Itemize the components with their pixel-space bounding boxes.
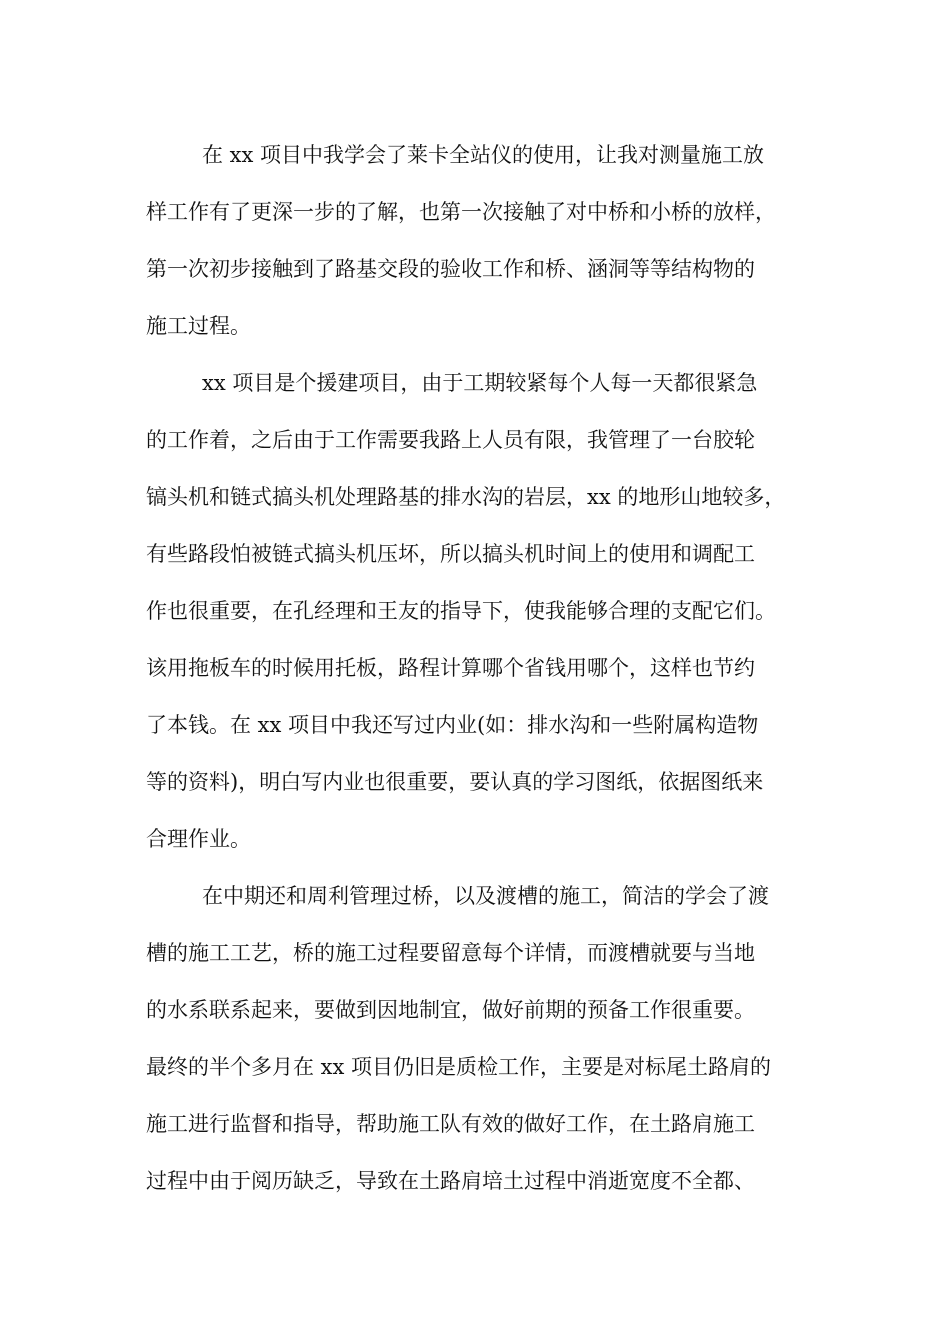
text-line: 在 xx 项目中我学会了莱卡全站仪的使用，让我对测量施工放 [202, 143, 765, 167]
text-line: 在中期还和周利管理过桥，以及渡槽的施工，简洁的学会了渡 [202, 884, 769, 908]
text-line: 合理作业。 [146, 827, 251, 851]
body-text [146, 127, 826, 1210]
text-line: 有些路段怕被链式搞头机压坏，所以搞头机时间上的使用和调配工 [146, 542, 755, 566]
text-line: 最终的半个多月在 xx 项目仍旧是质检工作，主要是对标尾土路肩的 [146, 1055, 772, 1079]
text-line: 的水系联系起来，要做到因地制宜，做好前期的预备工作很重要。 [146, 998, 755, 1022]
text-line: 槽的施工工艺，桥的施工过程要留意每个详情，而渡槽就要与当地 [146, 941, 755, 965]
text-line: 第一次初步接触到了路基交段的验收工作和桥、涵洞等等结构物的 [146, 257, 755, 281]
text-line: 施工进行监督和指导，帮助施工队有效的做好工作，在土路肩施工 [146, 1112, 755, 1136]
text-line: 样工作有了更深一步的了解，也第一次接触了对中桥和小桥的放样， [146, 200, 776, 224]
text-line: 等的资料)，明白写内业也很重要，要认真的学习图纸，依据图纸来 [146, 770, 764, 794]
text-line: 施工过程。 [146, 314, 251, 338]
text-line: 作也很重要，在孔经理和王友的指导下，使我能够合理的支配它们。 [146, 599, 776, 623]
text-line: 的工作着，之后由于工作需要我路上人员有限，我管理了一台胶轮 [146, 428, 755, 452]
text-line: 了本钱。在 xx 项目中我还写过内业(如：排水沟和一些附属构造物 [146, 713, 759, 737]
text-line: 该用拖板车的时候用托板，路程计算哪个省钱用哪个，这样也节约 [146, 656, 755, 680]
text-line: 镐头机和链式搞头机处理路基的排水沟的岩层，xx 的地形山地较多， [146, 485, 786, 509]
text-line: xx 项目是个援建项目，由于工期较紧每个人每一天都很紧急 [202, 371, 758, 395]
text-line: 过程中由于阅历缺乏，导致在土路肩培土过程中消逝宽度不全都、 [146, 1169, 755, 1193]
